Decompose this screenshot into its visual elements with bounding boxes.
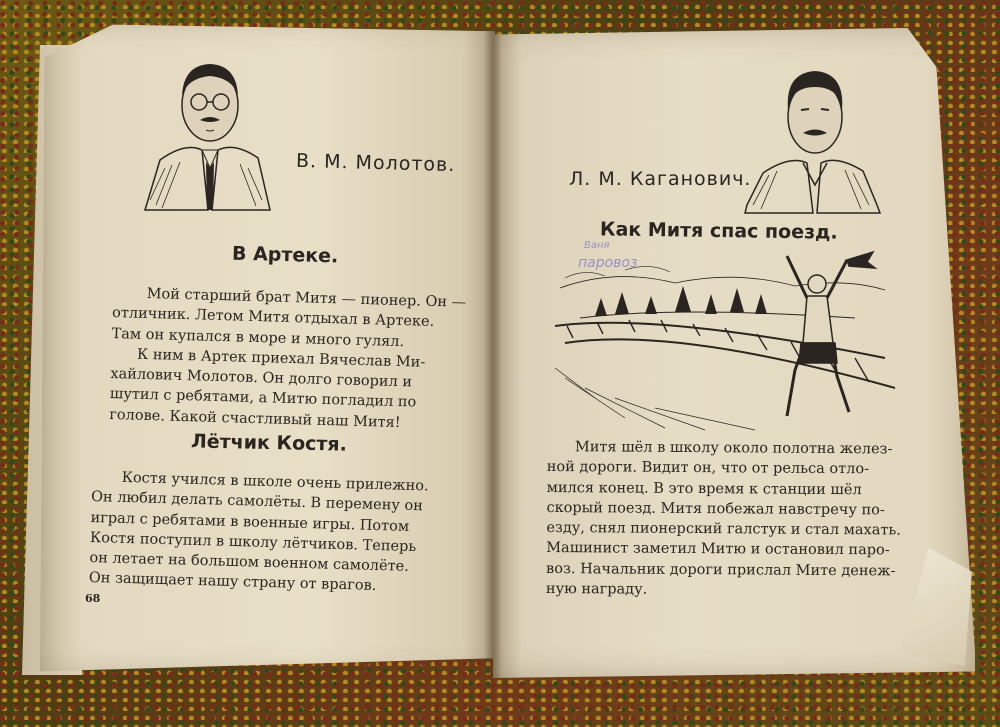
story-line: Там он купался в море и много гулял. — [111, 325, 405, 350]
story-line: Он защищает нашу страну от врагов. — [88, 570, 377, 595]
page-number: 68 — [85, 592, 101, 605]
molotov-portrait — [140, 50, 275, 215]
story-line: мился конец. В это время к станции шёл — [546, 479, 862, 498]
story-line: К ним в Артек приехал Вячеслав Ми- — [136, 346, 426, 371]
story-pilot-text — [89, 467, 429, 598]
story-line: голове. Какой счастливый наш Митя! — [109, 406, 401, 431]
note-word: паровоз — [578, 255, 638, 271]
story-train-text — [546, 437, 902, 602]
story-line: скорый поезд. Митя побежал навстречу по- — [546, 499, 885, 519]
story-line: ной дороги. Видит он, что от рельса отло- — [546, 459, 870, 478]
story-line: он летает на большом военном самолёте. — [89, 550, 410, 576]
story-artek-title: В Артеке. — [231, 242, 339, 268]
story-line: отличник. Летом Митя отдыхал в Артеке. — [111, 305, 435, 331]
story-line: Костя поступил в школу лётчиков. Теперь — [89, 529, 417, 555]
story-pilot-title: Лётчик Костя. — [190, 430, 348, 456]
story-line: Костя учился в школе очень прилежно. — [121, 469, 429, 495]
story-train-title: Как Митя спас поезд. — [599, 218, 838, 244]
story-line: Митя шёл в школу около полотна желез- — [574, 439, 893, 458]
story-line: ную награду. — [545, 581, 648, 598]
story-line: Мой старший брат Митя — пионер. Он — — [146, 285, 467, 311]
story-line: хайлович Молотов. Он долго говорил и — [110, 366, 413, 391]
book-spine — [484, 30, 502, 678]
story-line: Машинист заметил Митю и остановил паро- — [546, 540, 890, 559]
story-line: играл с ребятами в военные игры. Потом — [90, 509, 410, 535]
story-line: шутил с ребятами, а Митю погладил по — [109, 386, 417, 411]
story-line: езду, снял пионерский галстук и стал махать. — [546, 520, 901, 539]
story-line: воз. Начальник дороги прислал Мите денеж- — [546, 560, 896, 580]
note-name: Ваня — [584, 240, 610, 251]
railway-illustration — [555, 248, 900, 433]
kaganovich-portrait — [745, 55, 880, 215]
molotov-caption: В. М. Молотов. — [295, 149, 456, 177]
story-artek-text — [109, 283, 466, 435]
story-line: Он любил делать самолёты. В перемену он — [90, 489, 424, 515]
kaganovich-caption: Л. М. Каганович. — [569, 168, 752, 190]
